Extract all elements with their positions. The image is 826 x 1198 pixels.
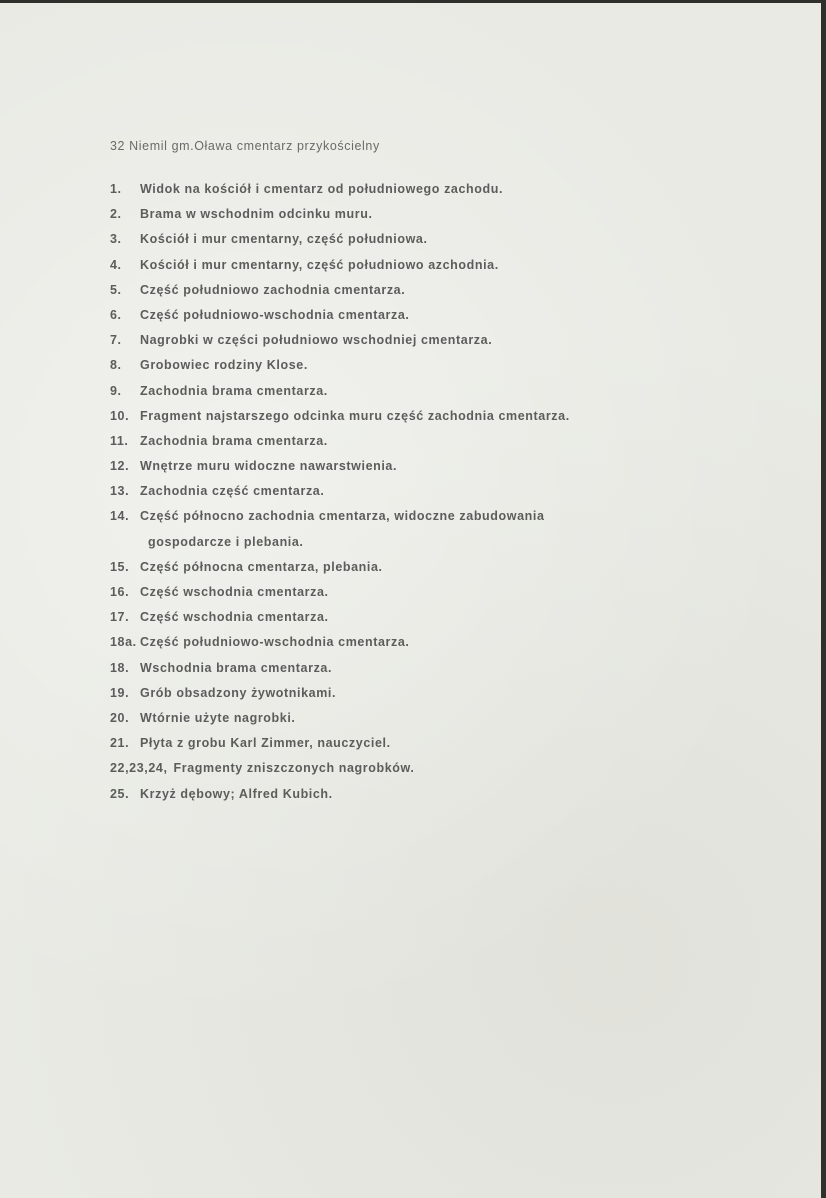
item-number: 14. [110,509,130,524]
item-number: 1. [110,182,122,196]
item-text: Część południowo zachodnia cmentarza. [140,282,406,297]
item-number: 3. [110,232,122,247]
list-item [110,731,570,756]
item-text: Płyta z grobu Karl Zimmer, nauczyciel. [140,736,391,751]
item-text: Wschodnia brama cmentarza. [140,660,333,675]
item-text: Część wschodnia cmentarza. [140,610,329,625]
item-text: Grób obsadzony żywotnikami. [140,685,337,700]
item-text: Kościół i mur cmentarny, część południowa. [140,232,428,247]
item-number: 11. [110,433,129,448]
list-item-continuation: gospodarcze i plebania. [148,534,304,549]
item-text: Brama w wschodnim odcinku muru. [140,207,373,222]
list-item [110,202,570,227]
list-item [110,782,570,807]
list-item [110,353,570,378]
item-number: 22,23,24, [110,761,168,776]
item-number: 20. [110,710,130,725]
document-page [0,3,821,1198]
list-item [110,756,570,781]
item-number: 25. [110,786,130,801]
item-number: 16. [110,585,130,599]
list-item [110,504,570,529]
item-text: Część wschodnia cmentarza. [140,585,329,599]
item-number: 6. [110,307,122,322]
item-text: Wnętrze muru widoczne nawarstwienia. [140,459,398,474]
item-text: Zachodnia brama cmentarza. [140,383,328,398]
item-text: Fragmenty zniszczonych nagrobków. [173,761,415,776]
item-text: Kościół i mur cmentarny, część południowo azchodnia. [140,257,499,272]
item-text: Zachodnia brama cmentarza. [140,433,328,448]
item-number: 8. [110,358,122,373]
list-item [110,278,570,303]
item-number: 15. [110,559,130,574]
item-number: 13. [110,484,130,499]
item-text: Część północna cmentarza, plebania. [140,559,383,574]
item-text: Zachodnia część cmentarza. [140,484,325,499]
list-item [110,605,570,630]
list-item [110,706,570,731]
item-number: 12. [110,459,130,474]
list-item [110,404,570,429]
item-text: Grobowiec rodziny Klose. [140,358,308,373]
item-text: Fragment najstarszego odcinka muru część zachodnia cmentarza. [140,408,570,423]
document-title: 32 Niemil gm.Oława cmentarz przykościelny [110,139,380,153]
item-text: Widok na kościół i cmentarz od południowego zachodu. [140,182,504,196]
list-item [110,454,570,479]
item-number: 17. [110,610,130,625]
list-item [110,253,570,278]
list-item [110,580,570,605]
item-text: Nagrobki w części południowo wschodniej cmentarza. [140,333,493,348]
item-text: Część południowo-wschodnia cmentarza. [140,307,410,322]
item-text: Wtórnie użyte nagrobki. [140,710,296,725]
list-item [110,681,570,706]
item-text: Krzyż dębowy; Alfred Kubich. [140,786,333,801]
list-item [110,303,570,328]
photo-caption-list [110,177,570,807]
item-number: 10. [110,408,130,423]
item-number: 7. [110,333,122,348]
list-item [110,379,570,404]
item-number: 4. [110,257,122,272]
item-number: 19. [110,685,130,700]
list-item [110,177,570,202]
list-item [110,328,570,353]
list-item [110,227,570,252]
item-number: 9. [110,383,122,398]
item-text: Część północno zachodnia cmentarza, widoczne zabudowania [140,509,545,524]
list-item [110,479,570,504]
item-number: 21. [110,736,130,751]
item-number: 18. [110,660,130,675]
item-number: 5. [110,282,122,297]
list-item [110,630,570,655]
list-item [110,656,570,681]
list-item [110,555,570,580]
item-number: 18a. [110,635,137,650]
list-item [110,429,570,454]
item-text: Część południowo-wschodnia cmentarza. [140,635,410,650]
item-number: 2. [110,207,122,222]
